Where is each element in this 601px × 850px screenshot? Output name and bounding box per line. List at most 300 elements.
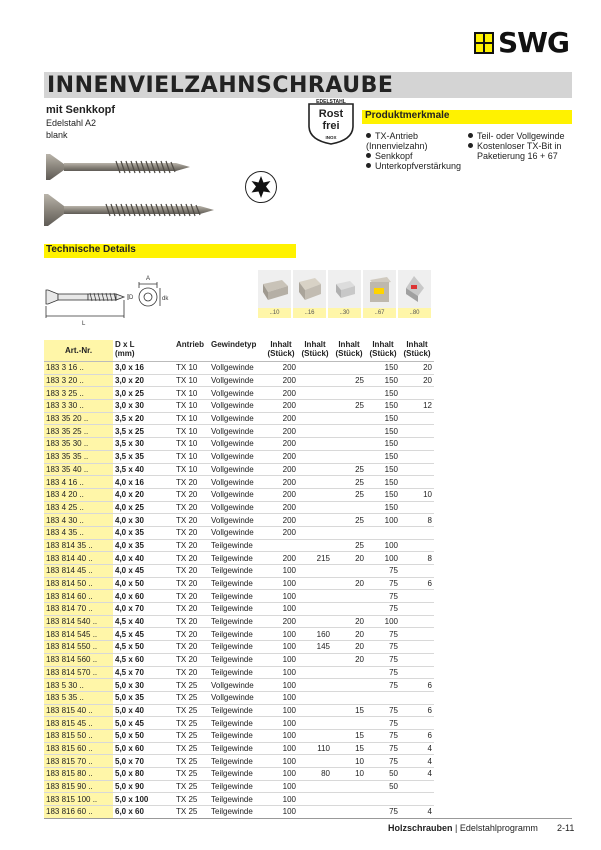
inhalt-cell (298, 565, 332, 578)
inhalt-cell (332, 806, 366, 819)
table-row (44, 768, 434, 781)
inhalt-cell: 150 (366, 362, 400, 375)
inhalt-cell: 75 (366, 603, 400, 616)
inhalt-cell: 100 (264, 641, 298, 654)
gewindetyp-cell: Teilgewinde (209, 742, 264, 755)
gewindetyp-cell: Teilgewinde (209, 641, 264, 654)
inhalt-cell: 25 (332, 476, 366, 489)
inhalt-cell (400, 565, 434, 578)
feature-item: Kostenloser TX-Bit in (468, 141, 578, 151)
inhalt-cell (298, 653, 332, 666)
inhalt-cell (400, 641, 434, 654)
feature-list-left (366, 131, 476, 171)
inhalt-cell: 100 (264, 653, 298, 666)
badge-line1: Rost (318, 108, 344, 120)
antrieb-cell: TX 25 (174, 691, 209, 704)
inhalt-cell (400, 412, 434, 425)
gewindetyp-cell: Vollgewinde (209, 362, 264, 375)
col-header-inhalt (264, 340, 298, 362)
brand-logo (474, 26, 572, 59)
col-header-gewindetyp (209, 340, 264, 362)
art-nr-cell: 183 4 16 .. (44, 476, 113, 489)
antrieb-cell: TX 20 (174, 603, 209, 616)
art-nr-cell: 183 4 20 .. (44, 488, 113, 501)
dim-label-dk: dk (162, 296, 169, 302)
antrieb-cell: TX 25 (174, 729, 209, 742)
table-row (44, 362, 434, 375)
gewindetyp-cell: Vollgewinde (209, 501, 264, 514)
package-image (293, 270, 326, 308)
inhalt-cell: 150 (366, 438, 400, 451)
inhalt-cell (366, 526, 400, 539)
inhalt-cell: 6 (400, 679, 434, 692)
header-text: Inhalt (Stück) (267, 340, 295, 358)
inhalt-cell (332, 526, 366, 539)
footer-separator: | (452, 823, 460, 833)
inhalt-cell: 100 (366, 552, 400, 565)
table-row (44, 488, 434, 501)
inhalt-cell: 100 (264, 691, 298, 704)
table-row (44, 463, 434, 476)
rostfrei-badge (305, 98, 357, 146)
dxl-cell: 5,0 x 35 (113, 691, 174, 704)
table-row (44, 704, 434, 717)
inhalt-cell (332, 603, 366, 616)
antrieb-cell: TX 25 (174, 755, 209, 768)
bullet-icon (468, 143, 473, 148)
table-row (44, 565, 434, 578)
inhalt-cell: 200 (264, 412, 298, 425)
table-row (44, 691, 434, 704)
dim-label-l: L (82, 321, 86, 327)
produktmerkmale-bar (362, 110, 572, 124)
inhalt-cell (332, 679, 366, 692)
table-row (44, 539, 434, 552)
dxl-cell: 5,0 x 40 (113, 704, 174, 717)
inhalt-cell: 200 (264, 450, 298, 463)
art-nr-cell: 183 4 30 .. (44, 514, 113, 527)
gewindetyp-cell: Teilgewinde (209, 666, 264, 679)
antrieb-cell: TX 20 (174, 526, 209, 539)
bullet-icon (366, 153, 371, 158)
package-label: ..10 (258, 308, 291, 318)
inhalt-cell (332, 438, 366, 451)
inhalt-cell: 200 (264, 552, 298, 565)
dxl-cell: 4,0 x 60 (113, 590, 174, 603)
screw-illustration (42, 148, 222, 232)
package-label: ..80 (398, 308, 431, 318)
package-label: ..67 (363, 308, 396, 318)
table-row (44, 374, 434, 387)
feature-item: TX-Antrieb (Innenvielzahn) (366, 131, 428, 151)
inhalt-cell: 150 (366, 374, 400, 387)
inhalt-cell: 100 (264, 565, 298, 578)
art-nr-cell: 183 4 35 .. (44, 526, 113, 539)
inhalt-cell: 20 (332, 577, 366, 590)
dxl-cell: 4,5 x 40 (113, 615, 174, 628)
gewindetyp-cell: Teilgewinde (209, 755, 264, 768)
inhalt-cell: 150 (366, 463, 400, 476)
dxl-cell: 3,5 x 25 (113, 425, 174, 438)
inhalt-cell: 100 (264, 742, 298, 755)
inhalt-cell: 100 (366, 514, 400, 527)
inhalt-cell: 150 (366, 400, 400, 413)
art-nr-cell: 183 814 70 .. (44, 603, 113, 616)
table-row (44, 653, 434, 666)
art-nr-cell: 183 5 35 .. (44, 691, 113, 704)
inhalt-cell: 10 (400, 488, 434, 501)
table-row (44, 514, 434, 527)
antrieb-cell: TX 20 (174, 653, 209, 666)
header-text: D x L (mm) (115, 340, 135, 358)
gewindetyp-cell: Vollgewinde (209, 412, 264, 425)
dxl-cell: 4,5 x 60 (113, 653, 174, 666)
gewindetyp-cell: Vollgewinde (209, 450, 264, 463)
inhalt-cell: 100 (264, 679, 298, 692)
inhalt-cell: 75 (366, 590, 400, 603)
gewindetyp-cell: Vollgewinde (209, 425, 264, 438)
inhalt-cell: 200 (264, 438, 298, 451)
inhalt-cell (298, 691, 332, 704)
inhalt-cell (400, 476, 434, 489)
art-nr-cell: 183 815 100 .. (44, 793, 113, 806)
art-nr-cell: 183 815 90 .. (44, 780, 113, 793)
inhalt-cell (298, 412, 332, 425)
table-row (44, 412, 434, 425)
inhalt-cell: 100 (264, 717, 298, 730)
antrieb-cell: TX 25 (174, 704, 209, 717)
dxl-cell: 5,0 x 70 (113, 755, 174, 768)
inhalt-cell (332, 362, 366, 375)
gewindetyp-cell: Vollgewinde (209, 463, 264, 476)
inhalt-cell: 25 (332, 539, 366, 552)
gewindetyp-cell: Teilgewinde (209, 793, 264, 806)
dim-label-a: A (146, 276, 151, 282)
bullet-icon (366, 133, 371, 138)
inhalt-cell (332, 412, 366, 425)
inhalt-cell (298, 476, 332, 489)
inhalt-cell: 100 (264, 603, 298, 616)
dxl-cell: 4,0 x 40 (113, 552, 174, 565)
art-nr-cell: 183 814 40 .. (44, 552, 113, 565)
product-subtitle: mit Senkkopf (46, 104, 116, 116)
antrieb-cell: TX 10 (174, 450, 209, 463)
produktmerkmale-title: Produktmerkmale (365, 110, 450, 121)
inhalt-cell (332, 666, 366, 679)
inhalt-cell: 200 (264, 463, 298, 476)
inhalt-cell (400, 526, 434, 539)
inhalt-cell: 150 (366, 488, 400, 501)
inhalt-cell (298, 590, 332, 603)
screw-partial-thread (46, 154, 190, 180)
table-row (44, 806, 434, 819)
inhalt-cell: 75 (366, 577, 400, 590)
table-row (44, 450, 434, 463)
dxl-cell: 4,0 x 30 (113, 514, 174, 527)
antrieb-cell: TX 20 (174, 641, 209, 654)
feature-item: Senkkopf (366, 151, 476, 161)
inhalt-cell (298, 603, 332, 616)
inhalt-cell (332, 793, 366, 806)
inhalt-cell: 100 (264, 793, 298, 806)
gewindetyp-cell: Vollgewinde (209, 679, 264, 692)
dxl-cell: 4,0 x 70 (113, 603, 174, 616)
inhalt-cell: 4 (400, 768, 434, 781)
inhalt-cell: 12 (400, 400, 434, 413)
antrieb-cell: TX 20 (174, 488, 209, 501)
gewindetyp-cell: Teilgewinde (209, 603, 264, 616)
inhalt-cell (400, 628, 434, 641)
antrieb-cell: TX 25 (174, 793, 209, 806)
art-nr-cell: 183 815 45 .. (44, 717, 113, 730)
art-nr-cell: 183 3 20 .. (44, 374, 113, 387)
table-row (44, 717, 434, 730)
inhalt-cell (400, 603, 434, 616)
antrieb-cell: TX 25 (174, 717, 209, 730)
inhalt-cell: 150 (366, 476, 400, 489)
inhalt-cell (298, 501, 332, 514)
inhalt-cell: 75 (366, 653, 400, 666)
inhalt-cell: 200 (264, 425, 298, 438)
inhalt-cell: 75 (366, 666, 400, 679)
brand-name: SWG (498, 26, 570, 59)
table-row (44, 552, 434, 565)
table-header-row (44, 340, 434, 362)
inhalt-cell (400, 780, 434, 793)
gewindetyp-cell: Vollgewinde (209, 387, 264, 400)
inhalt-cell (400, 666, 434, 679)
art-nr-cell: 183 814 560 .. (44, 653, 113, 666)
dxl-cell: 4,0 x 50 (113, 577, 174, 590)
inhalt-cell: 75 (366, 755, 400, 768)
dxl-cell: 3,5 x 35 (113, 450, 174, 463)
inhalt-cell (400, 615, 434, 628)
inhalt-cell: 75 (366, 679, 400, 692)
inhalt-cell: 100 (264, 577, 298, 590)
antrieb-cell: TX 25 (174, 806, 209, 819)
inhalt-cell: 4 (400, 755, 434, 768)
art-nr-cell: 183 814 35 .. (44, 539, 113, 552)
antrieb-cell: TX 10 (174, 400, 209, 413)
table-row (44, 400, 434, 413)
dxl-cell: 5,0 x 80 (113, 768, 174, 781)
art-nr-cell: 183 35 30 .. (44, 438, 113, 451)
inhalt-cell: 200 (264, 476, 298, 489)
inhalt-cell (400, 450, 434, 463)
footer-section-name: Holzschrauben (388, 823, 453, 833)
inhalt-cell (332, 780, 366, 793)
dxl-cell: 6,0 x 60 (113, 806, 174, 819)
table-row (44, 603, 434, 616)
inhalt-cell (298, 374, 332, 387)
bullet-icon (468, 133, 473, 138)
inhalt-cell: 75 (366, 704, 400, 717)
inhalt-cell (298, 387, 332, 400)
dxl-cell: 3,0 x 16 (113, 362, 174, 375)
inhalt-cell (332, 565, 366, 578)
inhalt-cell (298, 615, 332, 628)
antrieb-cell: TX 25 (174, 768, 209, 781)
package-67 (363, 270, 396, 318)
technische-details-title: Technische Details (46, 244, 136, 255)
art-nr-cell: 183 35 35 .. (44, 450, 113, 463)
inhalt-cell: 200 (264, 514, 298, 527)
inhalt-cell: 150 (366, 412, 400, 425)
table-row (44, 780, 434, 793)
footer-section (388, 823, 538, 833)
inhalt-cell (298, 666, 332, 679)
antrieb-cell: TX 20 (174, 577, 209, 590)
antrieb-cell: TX 20 (174, 666, 209, 679)
dxl-cell: 4,0 x 25 (113, 501, 174, 514)
inhalt-cell: 20 (400, 362, 434, 375)
inhalt-cell: 75 (366, 628, 400, 641)
inhalt-cell (298, 488, 332, 501)
inhalt-cell (298, 780, 332, 793)
inhalt-cell: 75 (366, 729, 400, 742)
inhalt-cell (298, 729, 332, 742)
col-header-dxl (113, 340, 174, 362)
header-text: Antrieb (176, 340, 204, 349)
package-image (258, 270, 291, 308)
inhalt-cell: 200 (264, 387, 298, 400)
package-10 (258, 270, 291, 318)
product-finish: blank (46, 130, 68, 140)
inhalt-cell: 8 (400, 514, 434, 527)
inhalt-cell: 20 (332, 641, 366, 654)
inhalt-cell (298, 704, 332, 717)
inhalt-cell: 4 (400, 806, 434, 819)
inhalt-cell (298, 526, 332, 539)
dxl-cell: 3,5 x 40 (113, 463, 174, 476)
package-30 (328, 270, 361, 318)
art-nr-cell: 183 814 45 .. (44, 565, 113, 578)
feature-list-right (468, 131, 578, 161)
gewindetyp-cell: Vollgewinde (209, 691, 264, 704)
package-image (328, 270, 361, 308)
art-nr-cell: 183 815 70 .. (44, 755, 113, 768)
brand-mark-icon (474, 32, 494, 54)
art-nr-cell: 183 5 30 .. (44, 679, 113, 692)
gewindetyp-cell: Vollgewinde (209, 488, 264, 501)
inhalt-cell (400, 691, 434, 704)
inhalt-cell (400, 539, 434, 552)
dxl-cell: 3,5 x 20 (113, 412, 174, 425)
art-nr-cell: 183 815 60 .. (44, 742, 113, 755)
inhalt-cell: 75 (366, 742, 400, 755)
package-label: ..30 (328, 308, 361, 318)
inhalt-cell (332, 590, 366, 603)
inhalt-cell: 200 (264, 501, 298, 514)
antrieb-cell: TX 20 (174, 565, 209, 578)
gewindetyp-cell: Teilgewinde (209, 704, 264, 717)
inhalt-cell: 25 (332, 463, 366, 476)
inhalt-cell: 10 (332, 768, 366, 781)
art-nr-cell: 183 35 20 .. (44, 412, 113, 425)
inhalt-cell: 50 (366, 780, 400, 793)
inhalt-cell: 50 (366, 768, 400, 781)
inhalt-cell: 150 (366, 450, 400, 463)
inhalt-cell (298, 577, 332, 590)
dxl-cell: 5,0 x 30 (113, 679, 174, 692)
package-80 (398, 270, 431, 318)
inhalt-cell: 25 (332, 374, 366, 387)
gewindetyp-cell: Teilgewinde (209, 539, 264, 552)
antrieb-cell: TX 10 (174, 463, 209, 476)
inhalt-cell (298, 806, 332, 819)
table-row (44, 590, 434, 603)
inhalt-cell (298, 539, 332, 552)
antrieb-cell: TX 20 (174, 514, 209, 527)
dxl-cell: 3,0 x 20 (113, 374, 174, 387)
col-header-inhalt (332, 340, 366, 362)
antrieb-cell: TX 20 (174, 552, 209, 565)
art-nr-cell: 183 3 25 .. (44, 387, 113, 400)
art-nr-cell: 183 815 40 .. (44, 704, 113, 717)
col-header-antrieb (174, 340, 209, 362)
inhalt-cell (298, 793, 332, 806)
dxl-cell: 5,0 x 50 (113, 729, 174, 742)
inhalt-cell: 75 (366, 565, 400, 578)
antrieb-cell: TX 25 (174, 679, 209, 692)
antrieb-cell: TX 20 (174, 628, 209, 641)
inhalt-cell: 25 (332, 400, 366, 413)
col-header-inhalt (298, 340, 332, 362)
gewindetyp-cell: Teilgewinde (209, 615, 264, 628)
inhalt-cell: 200 (264, 526, 298, 539)
inhalt-cell: 15 (332, 742, 366, 755)
inhalt-cell: 10 (332, 755, 366, 768)
inhalt-cell: 20 (332, 628, 366, 641)
art-nr-cell: 183 814 545 .. (44, 628, 113, 641)
title-bar (44, 72, 572, 98)
inhalt-cell (366, 793, 400, 806)
inhalt-cell: 100 (264, 780, 298, 793)
inhalt-cell: 6 (400, 729, 434, 742)
inhalt-cell: 75 (366, 641, 400, 654)
dxl-cell: 4,0 x 35 (113, 539, 174, 552)
header-text: Gewindetyp (211, 340, 257, 349)
inhalt-cell: 200 (264, 400, 298, 413)
page-title: INNENVIELZAHNSCHRAUBE (47, 73, 394, 98)
gewindetyp-cell: Vollgewinde (209, 400, 264, 413)
inhalt-cell: 8 (400, 552, 434, 565)
inhalt-cell (400, 501, 434, 514)
screw-full-thread (44, 194, 214, 226)
footer-program: Edelstahlprogramm (459, 823, 538, 833)
gewindetyp-cell: Teilgewinde (209, 768, 264, 781)
dxl-cell: 4,0 x 20 (113, 488, 174, 501)
inhalt-cell: 6 (400, 577, 434, 590)
dxl-cell: 4,5 x 45 (113, 628, 174, 641)
art-nr-cell: 183 814 540 .. (44, 615, 113, 628)
inhalt-cell: 25 (332, 514, 366, 527)
inhalt-cell: 200 (264, 615, 298, 628)
gewindetyp-cell: Vollgewinde (209, 438, 264, 451)
dxl-cell: 5,0 x 100 (113, 793, 174, 806)
inhalt-cell (400, 463, 434, 476)
inhalt-cell (298, 362, 332, 375)
gewindetyp-cell: Vollgewinde (209, 526, 264, 539)
table-row (44, 755, 434, 768)
package-16 (293, 270, 326, 318)
dxl-cell: 5,0 x 60 (113, 742, 174, 755)
col-header-inhalt (400, 340, 434, 362)
dimension-drawing (44, 266, 178, 328)
antrieb-cell: TX 20 (174, 615, 209, 628)
product-table (44, 340, 434, 819)
inhalt-cell: 150 (366, 387, 400, 400)
